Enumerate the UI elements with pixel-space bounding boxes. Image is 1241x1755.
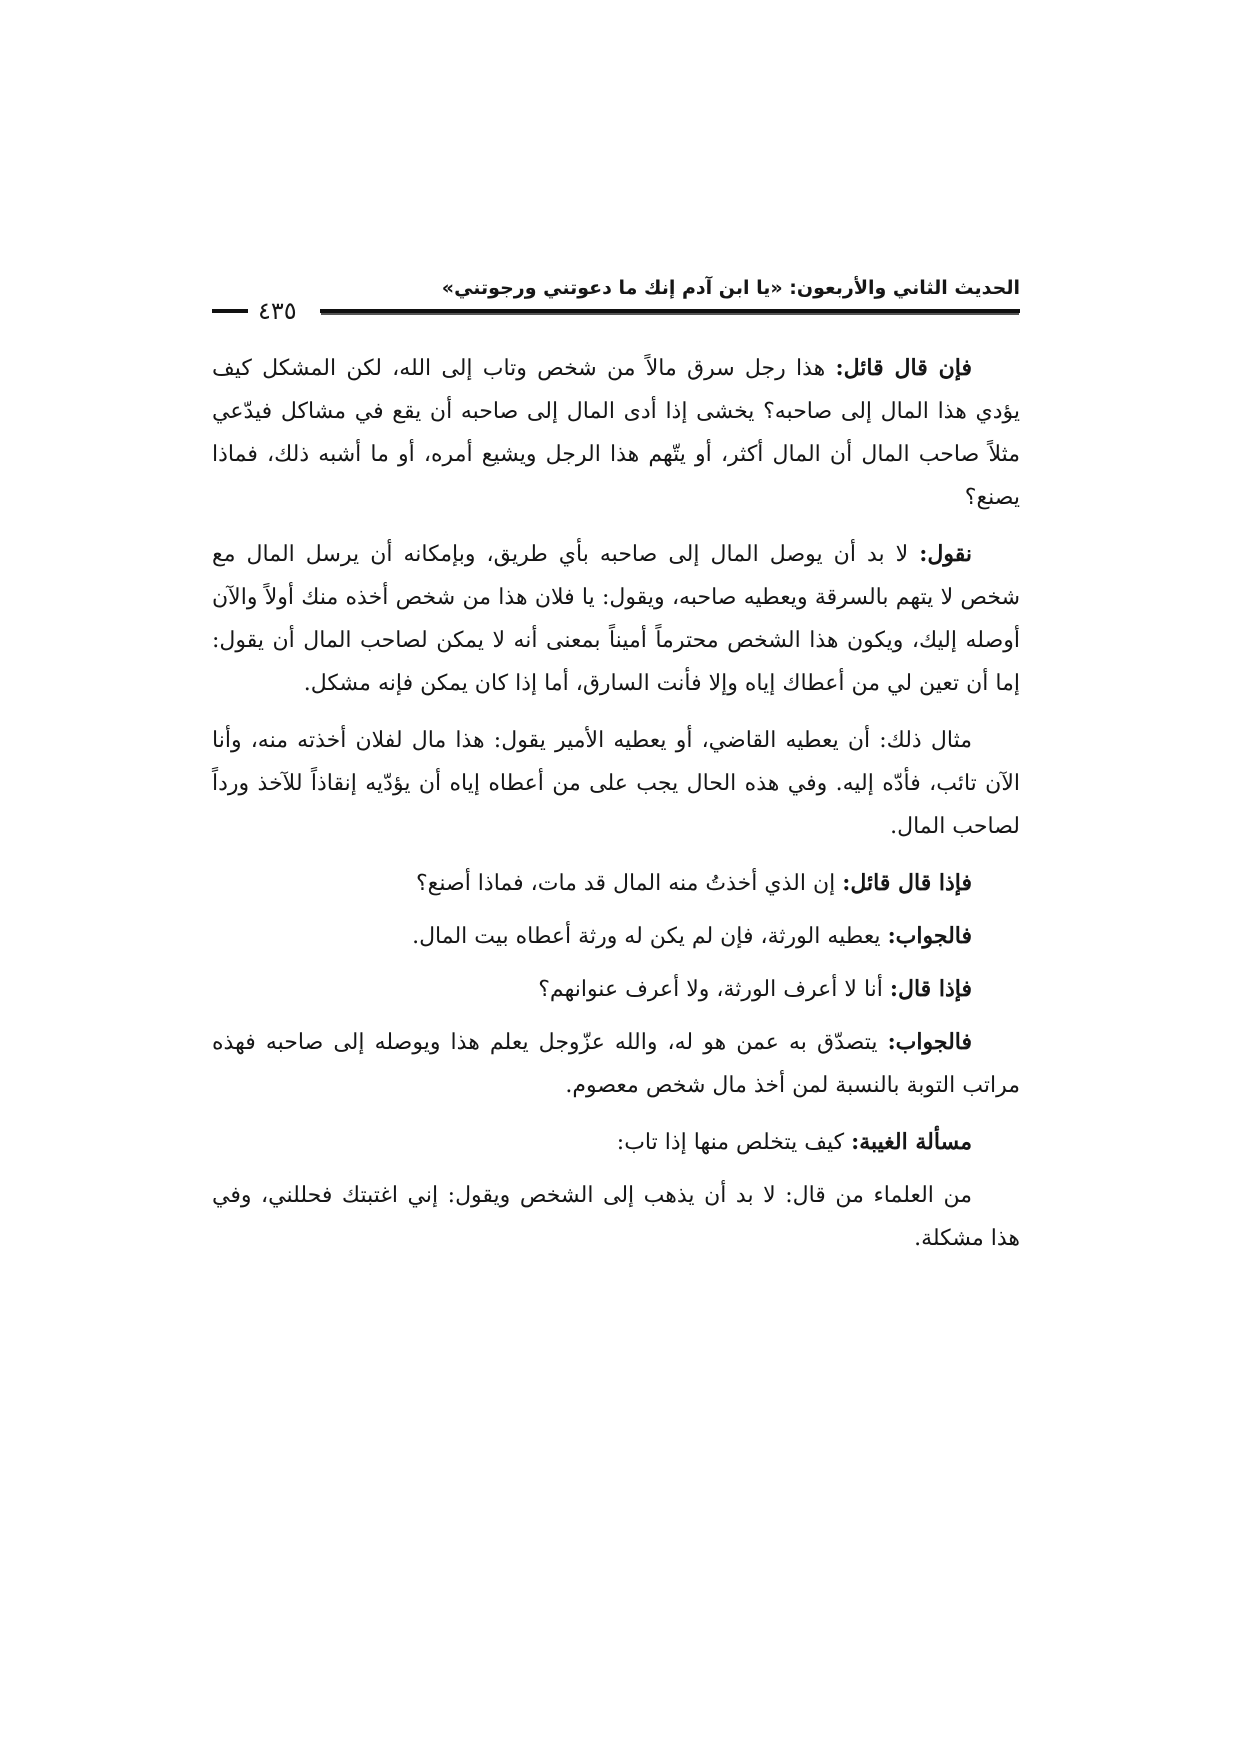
paragraph-3 (212, 719, 1020, 848)
paragraph-lead: فإن قال قائل: (835, 355, 973, 381)
paragraph-9 (212, 1174, 1020, 1260)
header-title: الحديث الثاني والأربعون: «يا ابن آدم إنك ما دعوتني ورجوتني» (441, 277, 1020, 299)
paragraph-text: إن الذي أخذتُ منه المال قد مات، فماذا أصنع؟ (415, 871, 843, 896)
paragraph-text: لا بد أن يوصل المال إلى صاحبه بأي طريق، وبإمكانه أن يرسل المال مع شخص لا يتهم بالسرقة ويعطيه صاحبه، ويقول: يا فلان هذا من شخص أخذه منك أولاً والآن أوصله إليك، ويكون هذا الشخص محترماً أميناً بمعنى أنه لا يمكن لصاحب المال أن يقول: إما أن تعين لي من أعطاك إياه وإلا فأنت السارق، أما إذا كان يمكن فإنه مشكل. (212, 542, 1020, 696)
paragraph-text: كيف يتخلص منها إذا تاب: (616, 1130, 852, 1155)
paragraph-lead: فإذا قال قائل: (842, 870, 972, 896)
paragraph-text: من العلماء من قال: لا بد أن يذهب إلى الشخص ويقول: إني اغتبتك فحللني، وفي هذا مشكلة. (212, 1183, 1020, 1251)
paragraph-text: أنا لا أعرف الورثة، ولا أعرف عنوانهم؟ (538, 977, 890, 1002)
paragraph-7 (212, 1021, 1020, 1107)
header-rule-short (212, 309, 248, 313)
header-rule (320, 309, 1020, 313)
paragraph-lead: مسألة الغيبة: (851, 1129, 972, 1155)
paragraph-lead: فإذا قال: (889, 976, 972, 1002)
paragraph-5 (212, 915, 1020, 958)
running-header (212, 277, 1020, 325)
body-text (212, 347, 1020, 1274)
paragraph-text: يتصدّق به عمن هو له، والله عزّوجل يعلم هذا ويوصله إلى صاحبه فهذه مراتب التوبة بالنسبة لمن أخذ مال شخص معصوم. (212, 1030, 1020, 1098)
page-number: ٤٣٥ (258, 297, 297, 325)
paragraph-8 (212, 1121, 1020, 1164)
paragraph-4 (212, 862, 1020, 905)
paragraph-lead: فالجواب: (887, 1029, 972, 1055)
paragraph-2 (212, 533, 1020, 705)
paragraph-text: يعطيه الورثة، فإن لم يكن له ورثة أعطاه بيت المال. (412, 924, 888, 949)
paragraph-text: هذا رجل سرق مالاً من شخص وتاب إلى الله، لكن المشكل كيف يؤدي هذا المال إلى صاحبه؟ يخشى إذا أدى المال إلى صاحبه أن يقع في مشاكل فيدّعي مثلاً صاحب المال أن المال أكثر، أو يتّهم هذا الرجل ويشيع أمره، أو ما أشبه ذلك، فماذا يصنع؟ (212, 356, 1020, 510)
paragraph-1 (212, 347, 1020, 519)
paragraph-6 (212, 968, 1020, 1011)
paragraph-lead: نقول: (919, 541, 972, 567)
paragraph-lead: فالجواب: (887, 923, 972, 949)
paragraph-text: مثال ذلك: أن يعطيه القاضي، أو يعطيه الأمير يقول: هذا مال لفلان أخذته منه، وأنا الآن تائب، فأدّه إليه. وفي هذه الحال يجب على من أعطاه إياه أن يؤدّيه إنقاذاً للآخذ ورداً لصاحب المال. (212, 728, 1020, 839)
